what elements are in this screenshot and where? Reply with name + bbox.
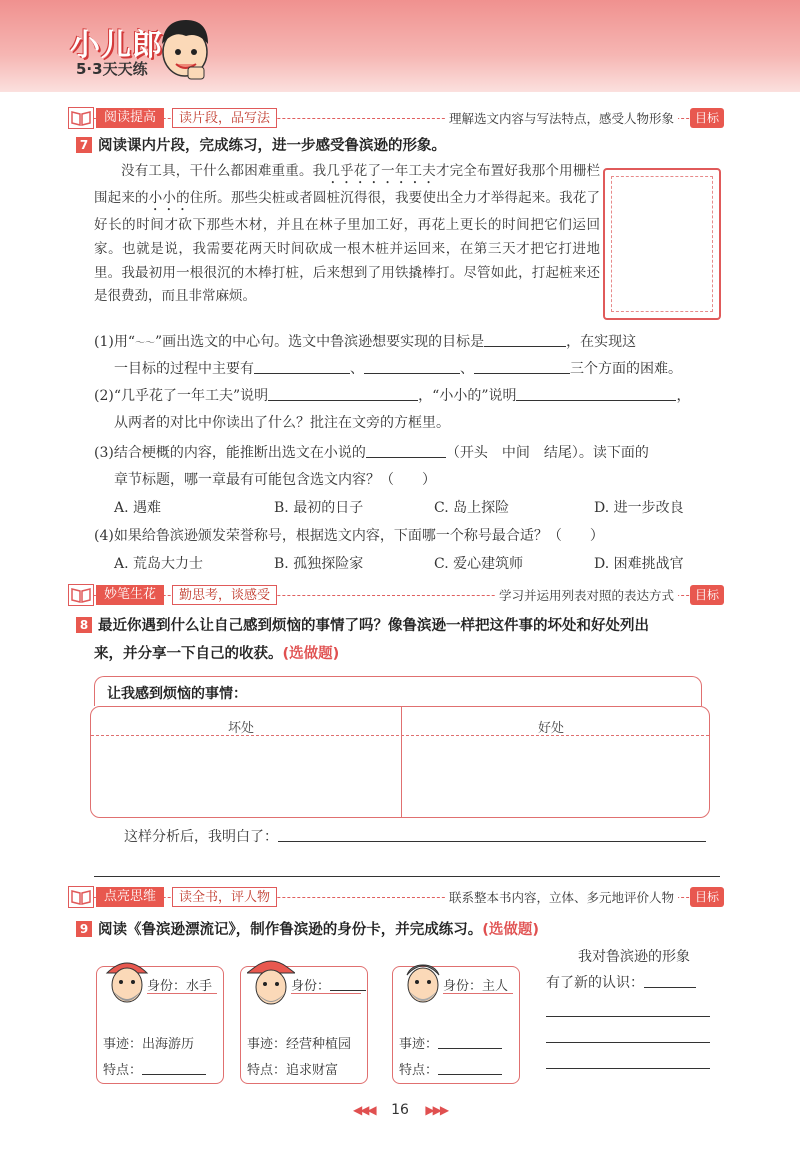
subquestion-3-line1: (3)结合梗概的内容，能推断出选文在小说的 （开头 中间 结尾）。读下面的 [94,445,649,461]
optional-label: (选做题) [282,646,340,662]
section-bar-thinking [68,886,724,908]
identity-card-sailor [96,966,224,1084]
goal-tag: 目标 [690,887,724,907]
question-8-prompt-line2: 来，并分享一下自己的收获。(选做题) [94,646,340,662]
question-8-prompt [76,614,736,635]
option-d[interactable]: D. 进一步改良 [594,500,684,516]
reflection-line2: 有了新的认识： [546,972,800,994]
goal-tag: 目标 [690,585,724,605]
boy-mascot-icon [150,12,220,87]
card-trait: 特点： [103,1059,206,1078]
section-bar-reading [68,107,724,129]
reflection-line1: 我对鲁滨逊的形象 [578,949,690,965]
section-goal: 联系整本书内容，立体、多元地评价人物 [445,888,678,906]
section-goal: 学习并运用列表对照的表达方式 [495,586,678,604]
table-body [90,706,710,818]
question-number: 8 [76,617,92,633]
answer-blank[interactable] [438,1060,502,1075]
card-role: 身份：水手 [147,979,213,994]
card-role: 身份：主人 [443,979,509,994]
option-a[interactable]: A. 荒岛大力士 [114,556,204,572]
question-9-prompt [76,918,539,939]
book-icon [68,107,94,129]
option-d[interactable]: D. 困难挑战官 [594,556,684,572]
section-goal: 理解选文内容与写法特点，感受人物形象 [445,109,678,127]
answer-blank[interactable] [366,443,446,458]
pros-cons-table [90,676,710,818]
table-title: 让我感到烦恼的事情： [107,686,247,702]
identity-card-planter [240,966,368,1084]
subquestion-3-options [114,497,754,519]
answer-line[interactable] [546,1016,710,1017]
answer-blank[interactable] [474,359,570,374]
answer-blank[interactable] [268,386,418,401]
question-number: 9 [76,921,92,937]
book-icon [68,886,94,908]
goal-tag: 目标 [690,108,724,128]
section-title: 妙笔生花 [96,585,164,605]
optional-label: (选做题) [482,922,540,938]
option-b[interactable]: B. 孤独探险家 [274,556,364,572]
card-trait: 特点：追求财富 [247,1063,339,1078]
question-7-prompt [76,134,446,155]
answer-line[interactable] [94,876,720,877]
section-subtitle: 读全书，评人物 [172,887,277,907]
identity-card-master [392,966,520,1084]
book-icon [68,584,94,606]
section-subtitle: 读片段，品写法 [172,108,277,128]
dotted-phrase: 小小的 [148,190,190,206]
page-number-text: 16 [391,1102,409,1118]
option-a[interactable]: A. 遇难 [114,500,162,516]
subquestion-2-line2: 从两者的对比中你读出了什么？批注在文旁的方框里。 [114,415,450,431]
option-c[interactable]: C. 爱心建筑师 [434,556,524,572]
card-deed: 事迹：出海游历 [103,1037,195,1052]
reading-passage [94,160,600,309]
option-c[interactable]: C. 岛上探险 [434,500,510,516]
answer-line[interactable] [546,1068,710,1069]
card-deed: 事迹：经营种植园 [247,1037,352,1052]
question-text: 阅读《鲁滨逊漂流记》，制作鲁滨逊的身份卡，并完成练习。 [98,922,483,938]
answer-blank[interactable] [278,827,706,842]
section-bar-writing [68,584,724,606]
question-text: 阅读课内片段，完成练习，进一步感受鲁滨逊的形象。 [98,138,446,154]
brand-subtitle: 5·3天天练 [76,60,148,78]
answer-blank[interactable] [644,973,696,988]
subquestion-1-line2: 一目标的过程中主要有 、 、 三个方面的困难。 [114,361,682,377]
answer-blank[interactable] [364,359,460,374]
robinson-master-icon [399,953,447,1011]
section-title: 阅读提高 [96,108,164,128]
option-b[interactable]: B. 最初的日子 [274,500,364,516]
annotation-box[interactable] [603,168,721,320]
card-trait: 特点： [399,1059,502,1078]
subquestion-1-line1: (1)用“～～”画出选文的中心句。选文中鲁滨逊想要实现的目标是 ，在实现这 [94,334,637,350]
conclusion-line: 这样分析后，我明白了： [124,826,764,848]
card-role: 身份： [291,975,366,994]
subquestion-4-options [114,553,754,575]
question-number: 7 [76,137,92,153]
answer-blank[interactable] [484,332,566,347]
subquestion-4-line1: (4)如果给鲁滨逊颁发荣誉称号，根据选文内容，下面哪一个称号最合适？（ ） [94,528,604,544]
question-text: 最近你遇到什么让自己感到烦恼的事情了吗？像鲁滨逊一样把这件事的坏处和好处列出 [98,618,649,634]
page-number [340,1102,460,1118]
subquestion-3-line2: 章节标题，哪一章最有可能包含选文内容？（ ） [114,472,436,488]
brand-logo: 小儿郎 [70,28,163,63]
passage-text: 没有工具，干什么都困难重重。我 [121,163,327,179]
table-title-bar [94,676,702,706]
robinson-planter-icon [247,953,295,1011]
answer-blank[interactable] [142,1060,206,1075]
answer-blank[interactable] [438,1034,502,1049]
passage-text: 才完全布置好我那个用栅栏围起来的 [94,163,601,206]
passage-text: 住所。那些尖桩或者圆桩沉得很，我要使出全力才举得起来。我花了好长的时间才砍下那些木材，并且在林子里加工好，再花上更长的时间把它们运回家。也就是说，我需要花两天时间砍成一根木桩并运回来，在第三天才把它打进地里。我最初用一根很沉的木棒打桩，后来想到了用铁撬棒打。尽管如此，打起桩来还是很费劲，而且非常麻烦。 [94,190,601,305]
answer-blank[interactable] [330,976,366,991]
section-subtitle: 勤思考，谈感受 [172,585,277,605]
card-deed: 事迹： [399,1033,502,1052]
column-bad: 坏处 [227,721,254,736]
right-arrows-icon: ▶▶▶ [425,1103,448,1117]
section-title: 点亮思维 [96,887,164,907]
answer-line[interactable] [546,1042,710,1043]
subquestion-2-line1: (2)“几乎花了一年工夫”说明 ，“小小的”说明 ， [94,388,691,404]
robinson-sailor-icon [103,953,151,1011]
left-arrows-icon: ◀◀◀ [352,1103,375,1117]
column-good: 好处 [537,721,564,736]
answer-blank[interactable] [254,359,350,374]
answer-blank[interactable] [516,386,676,401]
dotted-phrase: 几乎花了一年工夫 [326,163,436,179]
